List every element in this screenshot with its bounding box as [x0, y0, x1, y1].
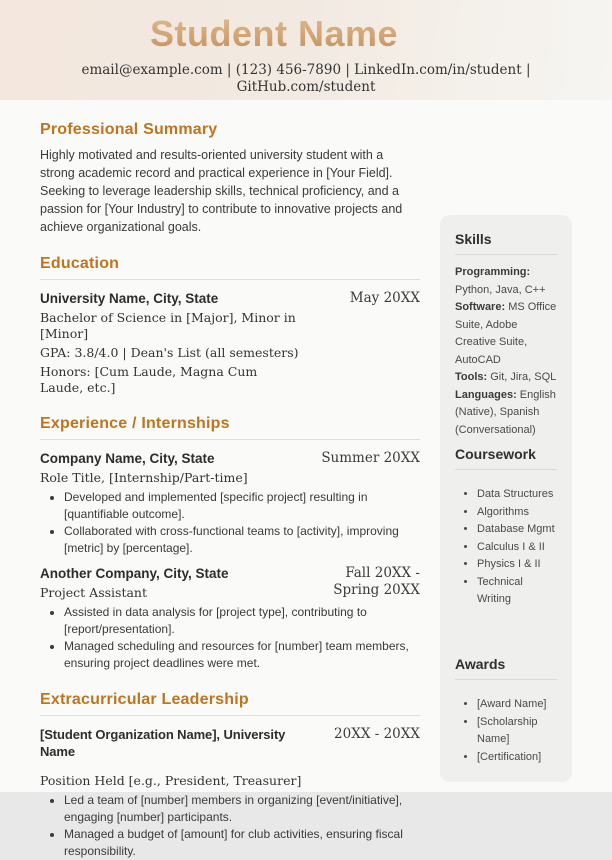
extracurricular-entry	[40, 726, 420, 860]
role-title: Role Title, [Internship/Part-time]	[40, 470, 248, 485]
sidebar-divider	[455, 469, 557, 470]
extracurricular-title: Extracurricular Leadership	[40, 691, 249, 708]
experience-bullet-list	[40, 489, 420, 557]
coursework-list	[455, 486, 557, 609]
experience-title: Experience / Internships	[40, 415, 230, 432]
position-held: Position Held [e.g., President, Treasurer]	[40, 773, 302, 788]
extracurricular-date: 20XX - 20XX	[334, 726, 420, 742]
resume-header	[0, 0, 612, 100]
experience-entry-left	[40, 450, 304, 486]
professional-summary-text: Highly motivated and results-oriented university student with a strong academic record and practical experience in [Your Field]. Seeking to leverage leadership skills, technical proficiency, and a passion for [Your Industry] to contribute to innovative projects and achieve organizational goals.	[40, 148, 403, 234]
university-name: University Name, City, State	[40, 291, 219, 306]
skill-label: Software:	[455, 301, 506, 313]
experience-bullet: • Collaborated with cross-functional teams to [activity], improving [metric] by [percentage].	[64, 523, 420, 557]
education-gpa: GPA: 3.8/4.0 | Dean's List (all semesters)	[40, 345, 299, 360]
awards-title: Awards	[455, 656, 506, 672]
experience-date: Summer 20XX	[321, 450, 420, 466]
contact-line-1: email@example.com | (123) 456-7890 | LinkedIn.com/in/student |	[81, 62, 531, 78]
section-divider	[40, 279, 420, 280]
sidebar	[440, 215, 572, 782]
coursework-item: • Physics I & II	[477, 556, 557, 574]
section-divider	[40, 439, 420, 440]
coursework-item: • Algorithms	[477, 504, 557, 522]
section-education	[40, 254, 420, 396]
skill-item	[455, 369, 557, 387]
award-item: • [Award Name]	[477, 696, 557, 714]
skill-item	[455, 387, 557, 440]
section-extracurricular	[40, 690, 420, 860]
skill-label: Programming:	[455, 266, 531, 278]
company-name: Another Company, City, State	[40, 566, 229, 581]
award-item: • [Certification]	[477, 749, 557, 767]
role-title: Project Assistant	[40, 585, 148, 600]
student-name: Student Name	[0, 0, 612, 55]
education-degree: Bachelor of Science in [Major], Minor in [Minor]	[40, 310, 296, 341]
skill-label: Languages:	[455, 388, 517, 401]
awards-list	[455, 696, 557, 766]
education-entry	[40, 290, 420, 396]
skill-item	[455, 299, 557, 369]
company-name: Company Name, City, State	[40, 451, 215, 466]
skills-title: Skills	[455, 231, 492, 247]
section-professional-summary	[40, 120, 420, 236]
contact-info	[0, 62, 612, 96]
extracurricular-bullet: • Managed a budget of [amount] for club activities, ensuring fiscal responsibility.	[64, 826, 420, 860]
coursework-item: • Data Structures	[477, 486, 557, 504]
sidebar-divider	[455, 679, 557, 680]
education-title: Education	[40, 255, 120, 272]
experience-bullet: • Managed scheduling and resources for [number] team members, ensuring project deadlines were met.	[64, 638, 420, 672]
section-divider	[40, 715, 420, 716]
organization-name: [Student Organization Name], University Name	[40, 727, 286, 759]
section-experience	[40, 414, 420, 672]
experience-date: Fall 20XX - Spring 20XX	[333, 565, 420, 598]
extracurricular-bullet: • Led a team of [number] members in organizing [event/initiative], engaging [number] participants.	[64, 792, 420, 826]
award-item: • [Scholarship Name]	[477, 714, 557, 749]
sidebar-section-awards	[455, 655, 557, 766]
experience-bullet: • Assisted in data analysis for [project type], contributing to [report/presentation].	[64, 604, 420, 638]
coursework-item: • Technical Writing	[477, 574, 557, 609]
skill-value: Python, Java, C++	[455, 283, 546, 296]
sidebar-section-skills	[455, 230, 557, 439]
skill-value: MS Office Suite, Adobe Creative Suite, AutoCAD	[455, 301, 557, 366]
education-entry-head	[40, 290, 420, 396]
education-honors: Honors: [Cum Laude, Magna Cum Laude, etc.]	[40, 364, 258, 395]
skill-value: Git, Jira, SQL	[490, 371, 557, 383]
education-entry-left	[40, 290, 304, 396]
experience-entry-head	[40, 450, 420, 486]
extracurricular-entry-left	[40, 726, 304, 789]
skills-list	[455, 264, 557, 439]
contact-line-2: GitHub.com/student	[236, 79, 376, 95]
coursework-title: Coursework	[455, 446, 536, 462]
coursework-item: • Database Mgmt	[477, 521, 557, 539]
skill-value: English (Native), Spanish (Conversational)	[455, 388, 556, 436]
coursework-item: • Calculus I & II	[477, 539, 557, 557]
sidebar-section-coursework	[455, 445, 557, 609]
skill-label: Tools:	[455, 371, 488, 383]
experience-entry-left	[40, 565, 304, 601]
experience-entry-2	[40, 565, 420, 672]
experience-bullet-list	[40, 604, 420, 672]
extracurricular-entry-head	[40, 726, 420, 789]
experience-entry-head	[40, 565, 420, 601]
professional-summary-title: Professional Summary	[40, 121, 218, 138]
main-column	[40, 120, 420, 860]
experience-entry-1	[40, 450, 420, 557]
sidebar-divider	[455, 254, 557, 255]
education-date: May 20XX	[349, 290, 420, 306]
experience-bullet: • Developed and implemented [specific project] resulting in [quantifiable outcome].	[64, 489, 420, 523]
extracurricular-bullet-list	[40, 792, 420, 860]
skill-item	[455, 264, 557, 299]
